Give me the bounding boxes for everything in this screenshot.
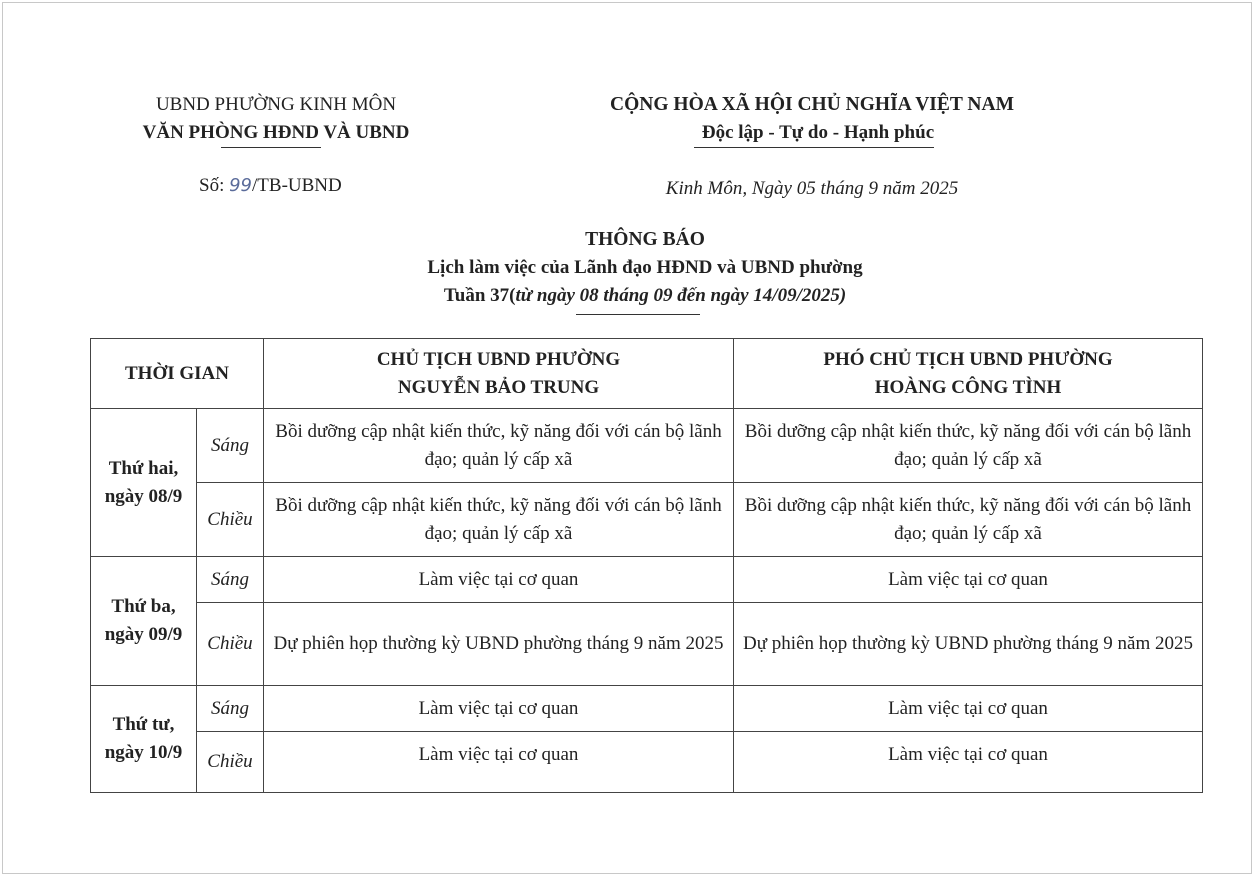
session-cell: Chiều: [197, 732, 264, 793]
day-cell-wednesday: [91, 686, 197, 793]
day-date: ngày 08/9: [104, 485, 183, 507]
day-name: Thứ ba,: [111, 596, 176, 618]
chairman-task: Làm việc tại cơ quan: [264, 732, 734, 793]
vice-chairman-task: Bồi dưỡng cập nhật kiến thức, kỹ năng đối với cán bộ lãnh đạo; quản lý cấp xã: [734, 483, 1203, 557]
document-number-prefix: Số:: [199, 175, 230, 196]
table-row: [91, 483, 1203, 557]
vice-chairman-task: Làm việc tại cơ quan: [734, 557, 1203, 603]
document-number-suffix: /TB-UBND: [252, 175, 342, 196]
header-vice-chairman-name: HOÀNG CÔNG TÌNH: [874, 376, 1062, 398]
document-number-handwritten: 99: [229, 175, 253, 196]
document-subtitle: Lịch làm việc của Lãnh đạo HĐND và UBND phường: [427, 257, 863, 278]
day-name: Thứ tư,: [112, 714, 175, 736]
header-time: THỜI GIAN: [91, 339, 264, 409]
header-chairman-title: CHỦ TỊCH UBND PHƯỜNG: [376, 348, 621, 370]
issuing-organization: UBND PHƯỜNG KINH MÔN: [155, 94, 397, 115]
chairman-task: Làm việc tại cơ quan: [264, 557, 734, 603]
table-row: [91, 409, 1203, 483]
session-cell: Chiều: [197, 483, 264, 557]
table-header-row: [91, 339, 1203, 409]
week-range: [444, 285, 846, 307]
chairman-task: Bồi dưỡng cập nhật kiến thức, kỹ năng đối với cán bộ lãnh đạo; quản lý cấp xã: [264, 483, 734, 557]
header-chairman: [264, 339, 734, 409]
day-date: ngày 09/9: [104, 624, 183, 645]
vice-chairman-task: Làm việc tại cơ quan: [734, 732, 1203, 793]
week-label: Tuần 37(: [443, 285, 516, 306]
document-number: [199, 175, 342, 197]
place-and-date: Kinh Môn, Ngày 05 tháng 9 năm 2025: [665, 178, 959, 199]
chairman-task: Dự phiên họp thường kỳ UBND phường tháng 9 năm 2025: [264, 603, 734, 686]
document-title: THÔNG BÁO: [585, 229, 705, 250]
table-row: [91, 557, 1203, 603]
issuing-department: VĂN PHÒNG HĐND VÀ UBND: [142, 122, 410, 143]
day-cell-tuesday: [91, 557, 197, 686]
chairman-task: Bồi dưỡng cập nhật kiến thức, kỹ năng đối với cán bộ lãnh đạo; quản lý cấp xã: [264, 409, 734, 483]
day-name: Thứ hai,: [108, 457, 179, 479]
week-dates: từ ngày 08 tháng 09 đến ngày 14/09/2025): [515, 285, 847, 306]
header-vice-chairman: [734, 339, 1203, 409]
header-chairman-name: NGUYỄN BẢO TRUNG: [397, 376, 600, 398]
vice-chairman-task: Làm việc tại cơ quan: [734, 686, 1203, 732]
day-cell-monday: [91, 409, 197, 557]
department-underline: [221, 147, 321, 148]
session-cell: Sáng: [197, 557, 264, 603]
session-cell: Sáng: [197, 409, 264, 483]
session-cell: Sáng: [197, 686, 264, 732]
motto-underline: [694, 147, 934, 148]
table-row: [91, 603, 1203, 686]
day-date: ngày 10/9: [104, 742, 183, 763]
table-row: [91, 732, 1203, 793]
vice-chairman-task: Bồi dưỡng cập nhật kiến thức, kỹ năng đối với cán bộ lãnh đạo; quản lý cấp xã: [734, 409, 1203, 483]
table-row: [91, 686, 1203, 732]
header-vice-chairman-title: PHÓ CHỦ TỊCH UBND PHƯỜNG: [823, 348, 1113, 370]
chairman-task: Làm việc tại cơ quan: [264, 686, 734, 732]
vice-chairman-task: Dự phiên họp thường kỳ UBND phường tháng 9 năm 2025: [734, 603, 1203, 686]
title-underline: [576, 314, 700, 315]
national-motto: Độc lập - Tự do - Hạnh phúc: [701, 122, 935, 143]
national-title: CỘNG HÒA XÃ HỘI CHỦ NGHĨA VIỆT NAM: [610, 94, 1014, 115]
session-cell: Chiều: [197, 603, 264, 686]
schedule-table: [90, 338, 1203, 793]
